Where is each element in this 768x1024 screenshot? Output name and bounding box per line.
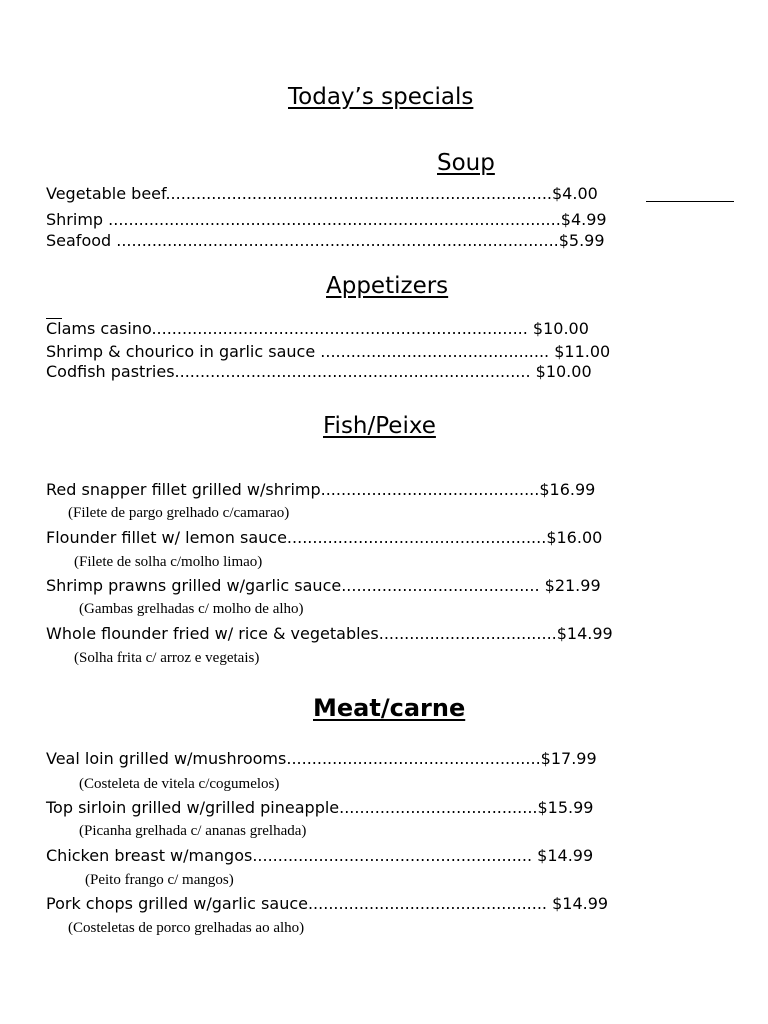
menu-item-translation: (Filete de solha c/molho limao) [74, 554, 263, 570]
menu-item-translation: (Gambas grelhadas c/ molho de alho) [79, 601, 304, 617]
menu-item: Pork chops grilled w/garlic sauce............................................... $14.99 [46, 894, 609, 913]
menu-item: Whole flounder fried w/ rice & vegetables...................................$14.99 [46, 624, 613, 643]
menu-item: Shrimp & chourico in garlic sauce ............................................. $11.00 [46, 342, 611, 361]
section-heading-fish: Fish/Peixe [323, 413, 436, 439]
menu-item: Chicken breast w/mangos....................................................... $14.99 [46, 846, 594, 865]
menu-item: Vegetable beef............................................................................$4.00 [46, 184, 598, 203]
menu-item: Codfish pastries...................................................................... $10.00 [46, 362, 592, 381]
menu-item-translation: (Filete de pargo grelhado c/camarao) [68, 505, 290, 521]
menu-item-translation: (Picanha grelhada c/ ananas grelhada) [79, 823, 307, 839]
menu-item: Shrimp .........................................................................................$4.99 [46, 210, 607, 229]
menu-item: Red snapper fillet grilled w/shrimp...........................................$16.99 [46, 480, 596, 499]
menu-item: Flounder fillet w/ lemon sauce...................................................$16.00 [46, 528, 603, 547]
decorative-rule [646, 201, 734, 202]
section-heading-soup: Soup [437, 150, 495, 176]
menu-item: Veal loin grilled w/mushrooms..................................................$17.99 [46, 749, 597, 768]
section-heading-meat: Meat/carne [313, 694, 466, 722]
menu-item-translation: (Peito frango c/ mangos) [85, 872, 234, 888]
menu-item: Shrimp prawns grilled w/garlic sauce....................................... $21.99 [46, 576, 601, 595]
menu-item-translation: (Solha frita c/ arroz e vegetais) [74, 650, 260, 666]
menu-item: Clams casino.......................................................................... $10.00 [46, 319, 589, 338]
menu-item: Top sirloin grilled w/grilled pineapple.......................................$15.99 [46, 798, 594, 817]
menu-item-translation: (Costeletas de porco grelhadas ao alho) [68, 920, 305, 936]
menu-item: Seafood .......................................................................................$5.99 [46, 231, 605, 250]
menu-item-translation: (Costeleta de vitela c/cogumelos) [79, 776, 280, 792]
section-heading-appetizers: Appetizers [326, 273, 449, 299]
page-title: Today’s specials [288, 84, 474, 110]
